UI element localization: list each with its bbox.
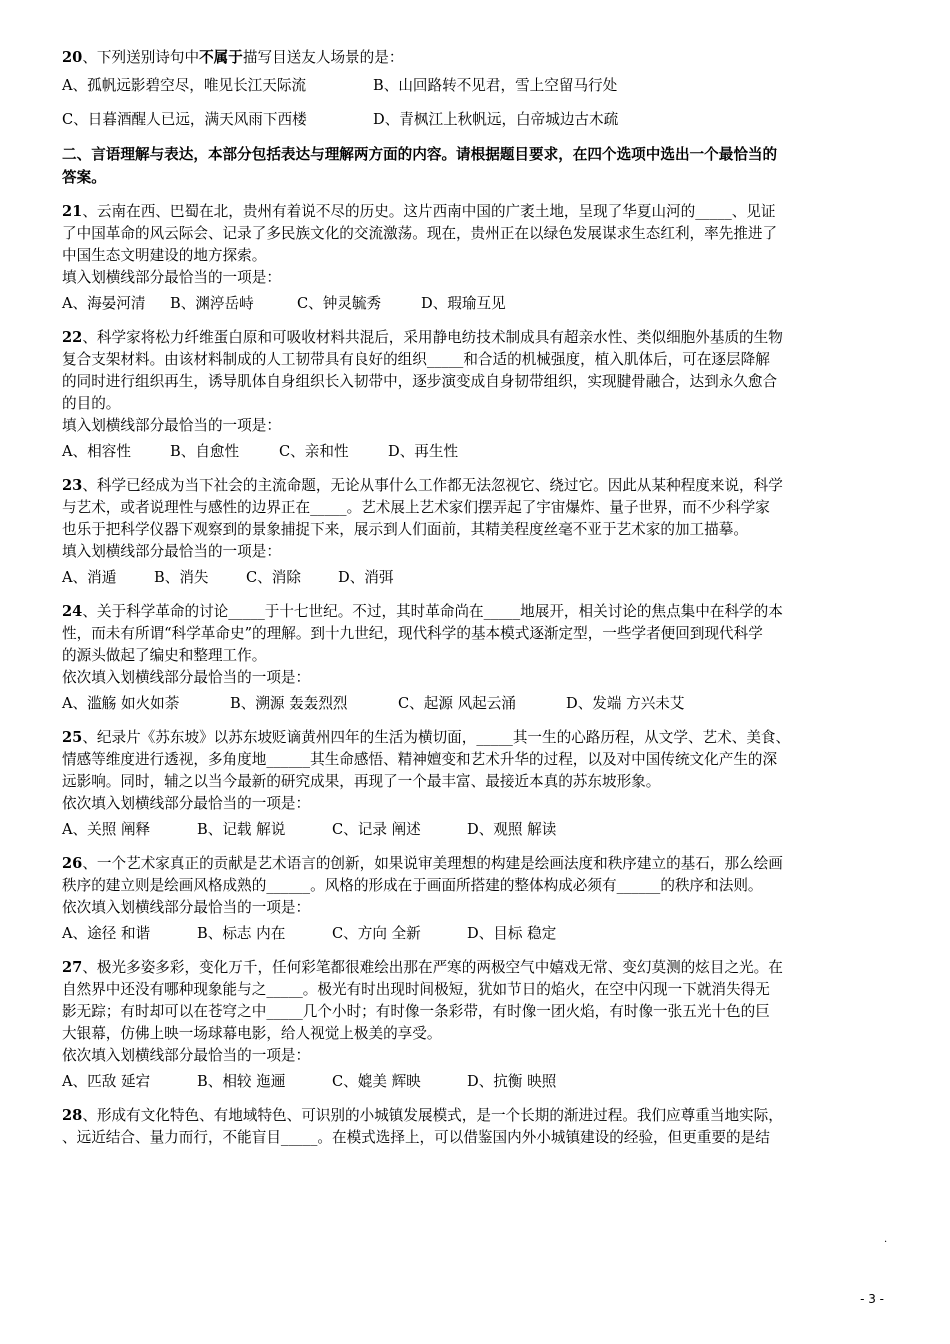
q20-stem: 20、下列送别诗句中不属于描写目送友人场景的是： xyxy=(62,49,404,66)
q20-number: 20 xyxy=(62,49,83,66)
q23: 23、科学已经成为当下社会的主流命题，无论从事什么工作都无法忽视它、绕过它。因此从某种程度来说，科学 与艺术，或者说理性与感性的边界正在_____。艺术展上艺术家们摆弄起了宇宙爆炸、量子世界，而不少科学家 也乐于把科学仪器下观察到的景象捕捉下来，展示到人们面前，其精美程度丝毫不亚于艺术家的加工描摹。 填入划横线部分最恰当的一项是： A、消遁 B、消失 C、消除 D、消弭 xyxy=(62,475,886,589)
q20-options-row2 xyxy=(62,109,886,131)
q23-options: A、消遁 B、消失 C、消除 D、消弭 xyxy=(62,569,394,586)
q20-option-a: A、孤帆远影碧空尽，唯见长江天际流 xyxy=(62,77,307,94)
page-number: - 3 - xyxy=(860,1292,884,1306)
q22-options: A、相容性 B、自愈性 C、亲和性 D、再生性 xyxy=(62,443,459,460)
q21-number: 21 xyxy=(62,203,83,220)
q24-options: A、滥觞 如火如荼 B、溯源 轰轰烈烈 C、起源 风起云涌 D、发端 方兴未艾 xyxy=(62,695,685,712)
edge-mark: . xyxy=(884,1234,888,1245)
q25-prompt: 依次填入划横线部分最恰当的一项是： xyxy=(62,795,311,812)
q27-options: A、匹敌 延宕 B、相较 迤逦 C、媲美 辉映 D、抗衡 映照 xyxy=(62,1073,557,1090)
q22: 22、科学家将松力纤维蛋白原和可吸收材料共混后，采用静电纺技术制成具有超亲水性、类似细胞外基质的生物 复合支架材料。由该材料制成的人工韧带具有良好的组织_____和合适的机械强度，植入肌体后，可在逐层降解 的同时进行组织再生，诱导肌体自身组织长入韧带中，逐步演变成自身韧带组织，实现腱骨融合，达到永久愈合 的目的。 填入划横线部分最恰当的一项是： A、相容性 B、自愈性 C、亲和性 D、再生性 xyxy=(62,327,886,463)
emphasis-text: 不属于 xyxy=(199,49,243,66)
q21: 21、云南在西、巴蜀在北，贵州有着说不尽的历史。这片西南中国的广袤土地，呈现了华夏山河的_____、见证 了中国革命的风云际会、记录了多民族文化的交流激荡。现在，贵州正在以绿色发展谋求生态红利，率先推进了 中国生态文明建设的地方探索。 填入划横线部分最恰当的一项是： A、海晏河清 B、渊渟岳峙 C、钟灵毓秀 D、瑕瑜互见 xyxy=(62,201,886,315)
q20-option-b: B、山回路转不见君，雪上空留马行处 xyxy=(373,77,618,94)
q22-prompt: 填入划横线部分最恰当的一项是： xyxy=(62,417,281,434)
q28: 28、形成有文化特色、有地域特色、可识别的小城镇发展模式，是一个长期的渐进过程。我们应尊重当地实际， 、远近结合、量力而行，不能盲目_____。在模式选择上，可以借鉴国内外小城镇建设的经验，但更重要的是结 xyxy=(62,1107,783,1146)
q20-options-row1 xyxy=(62,75,886,97)
q28-number: 28 xyxy=(62,1107,83,1124)
q26: 26、一个艺术家真正的贡献是艺术语言的创新，如果说审美理想的构建是绘画法度和秩序建立的基石，那么绘画 秩序的建立则是绘画风格成熟的______。风格的形成在于画面所搭建的整体构成必须有______的秩序和法则。 依次填入划横线部分最恰当的一项是： A、途径 和谐 B、标志 内在 C、方向 全新 D、目标 稳定 xyxy=(62,853,886,945)
q26-prompt: 依次填入划横线部分最恰当的一项是： xyxy=(62,899,311,916)
section-heading: 二、言语理解与表达，本部分包括表达与理解两方面的内容。请根据题目要求，在四个选项中选出一个最恰当的 答案。 xyxy=(62,146,778,186)
q25: 25、纪录片《苏东坡》以苏东坡贬谪黄州四年的生活为横切面，_____其一生的心路历程，从文学、艺术、美食、 情感等维度进行透视，多角度地______其生命感悟、精神嬗变和艺术升华的过程，以及对中国传统文化产生的深 远影响。同时，辅之以当今最新的研究成果，再现了一个最丰富、最接近本真的苏东坡形象。 依次填入划横线部分最恰当的一项是： A、关照 阐释 B、记载 解说 C、记录 阐述 D、观照 解读 xyxy=(62,727,886,841)
q20-option-d: D、青枫江上秋帆远，白帝城边古木疏 xyxy=(373,111,619,128)
q26-options: A、途径 和谐 B、标志 内在 C、方向 全新 D、目标 稳定 xyxy=(62,925,557,942)
q25-options: A、关照 阐释 B、记载 解说 C、记录 阐述 D、观照 解读 xyxy=(62,821,557,838)
q21-prompt: 填入划横线部分最恰当的一项是： xyxy=(62,269,281,286)
q25-number: 25 xyxy=(62,729,83,746)
q20-option-c: C、日暮酒醒人已远，满天风雨下西楼 xyxy=(62,111,307,128)
q27-prompt: 依次填入划横线部分最恰当的一项是： xyxy=(62,1047,311,1064)
q24-number: 24 xyxy=(62,603,83,620)
q21-options: A、海晏河清 B、渊渟岳峙 C、钟灵毓秀 D、瑕瑜互见 xyxy=(62,295,506,312)
q24-prompt: 依次填入划横线部分最恰当的一项是： xyxy=(62,669,311,686)
q23-prompt: 填入划横线部分最恰当的一项是： xyxy=(62,543,281,560)
q26-number: 26 xyxy=(62,855,83,872)
q24: 24、关于科学革命的讨论_____于十七世纪。不过，其时革命尚在_____地展开，相关讨论的焦点集中在科学的本 性，而未有所谓“科学革命史”的理解。到十九世纪，现代科学的基本模式逐渐定型，一些学者便回到现代科学 的源头做起了编史和整理工作。 依次填入划横线部分最恰当的一项是： A、滥觞 如火如荼 B、溯源 轰轰烈烈 C、起源 风起云涌 D、发端 方兴未艾 xyxy=(62,601,886,715)
q23-number: 23 xyxy=(62,477,83,494)
q22-number: 22 xyxy=(62,329,83,346)
q27: 27、极光多姿多彩，变化万千，任何彩笔都很难绘出那在严寒的两极空气中嬉戏无常、变幻莫测的炫目之光。在 自然界中还没有哪种现象能与之_____。极光有时出现时间极短，犹如节日的焰火，在空中闪现一下就消失得无 影无踪；有时却可以在苍穹之中_____几个小时；有时像一条彩带，有时像一团火焰，有时像一张五光十色的巨 大银幕，仿佛上映一场球幕电影，给人视觉上极美的享受。 依次填入划横线部分最恰当的一项是： A、匹敌 延宕 B、相较 迤逦 C、媲美 辉映 D、抗衡 映照 xyxy=(62,957,886,1093)
document-page xyxy=(62,47,886,1149)
q27-number: 27 xyxy=(62,959,83,976)
